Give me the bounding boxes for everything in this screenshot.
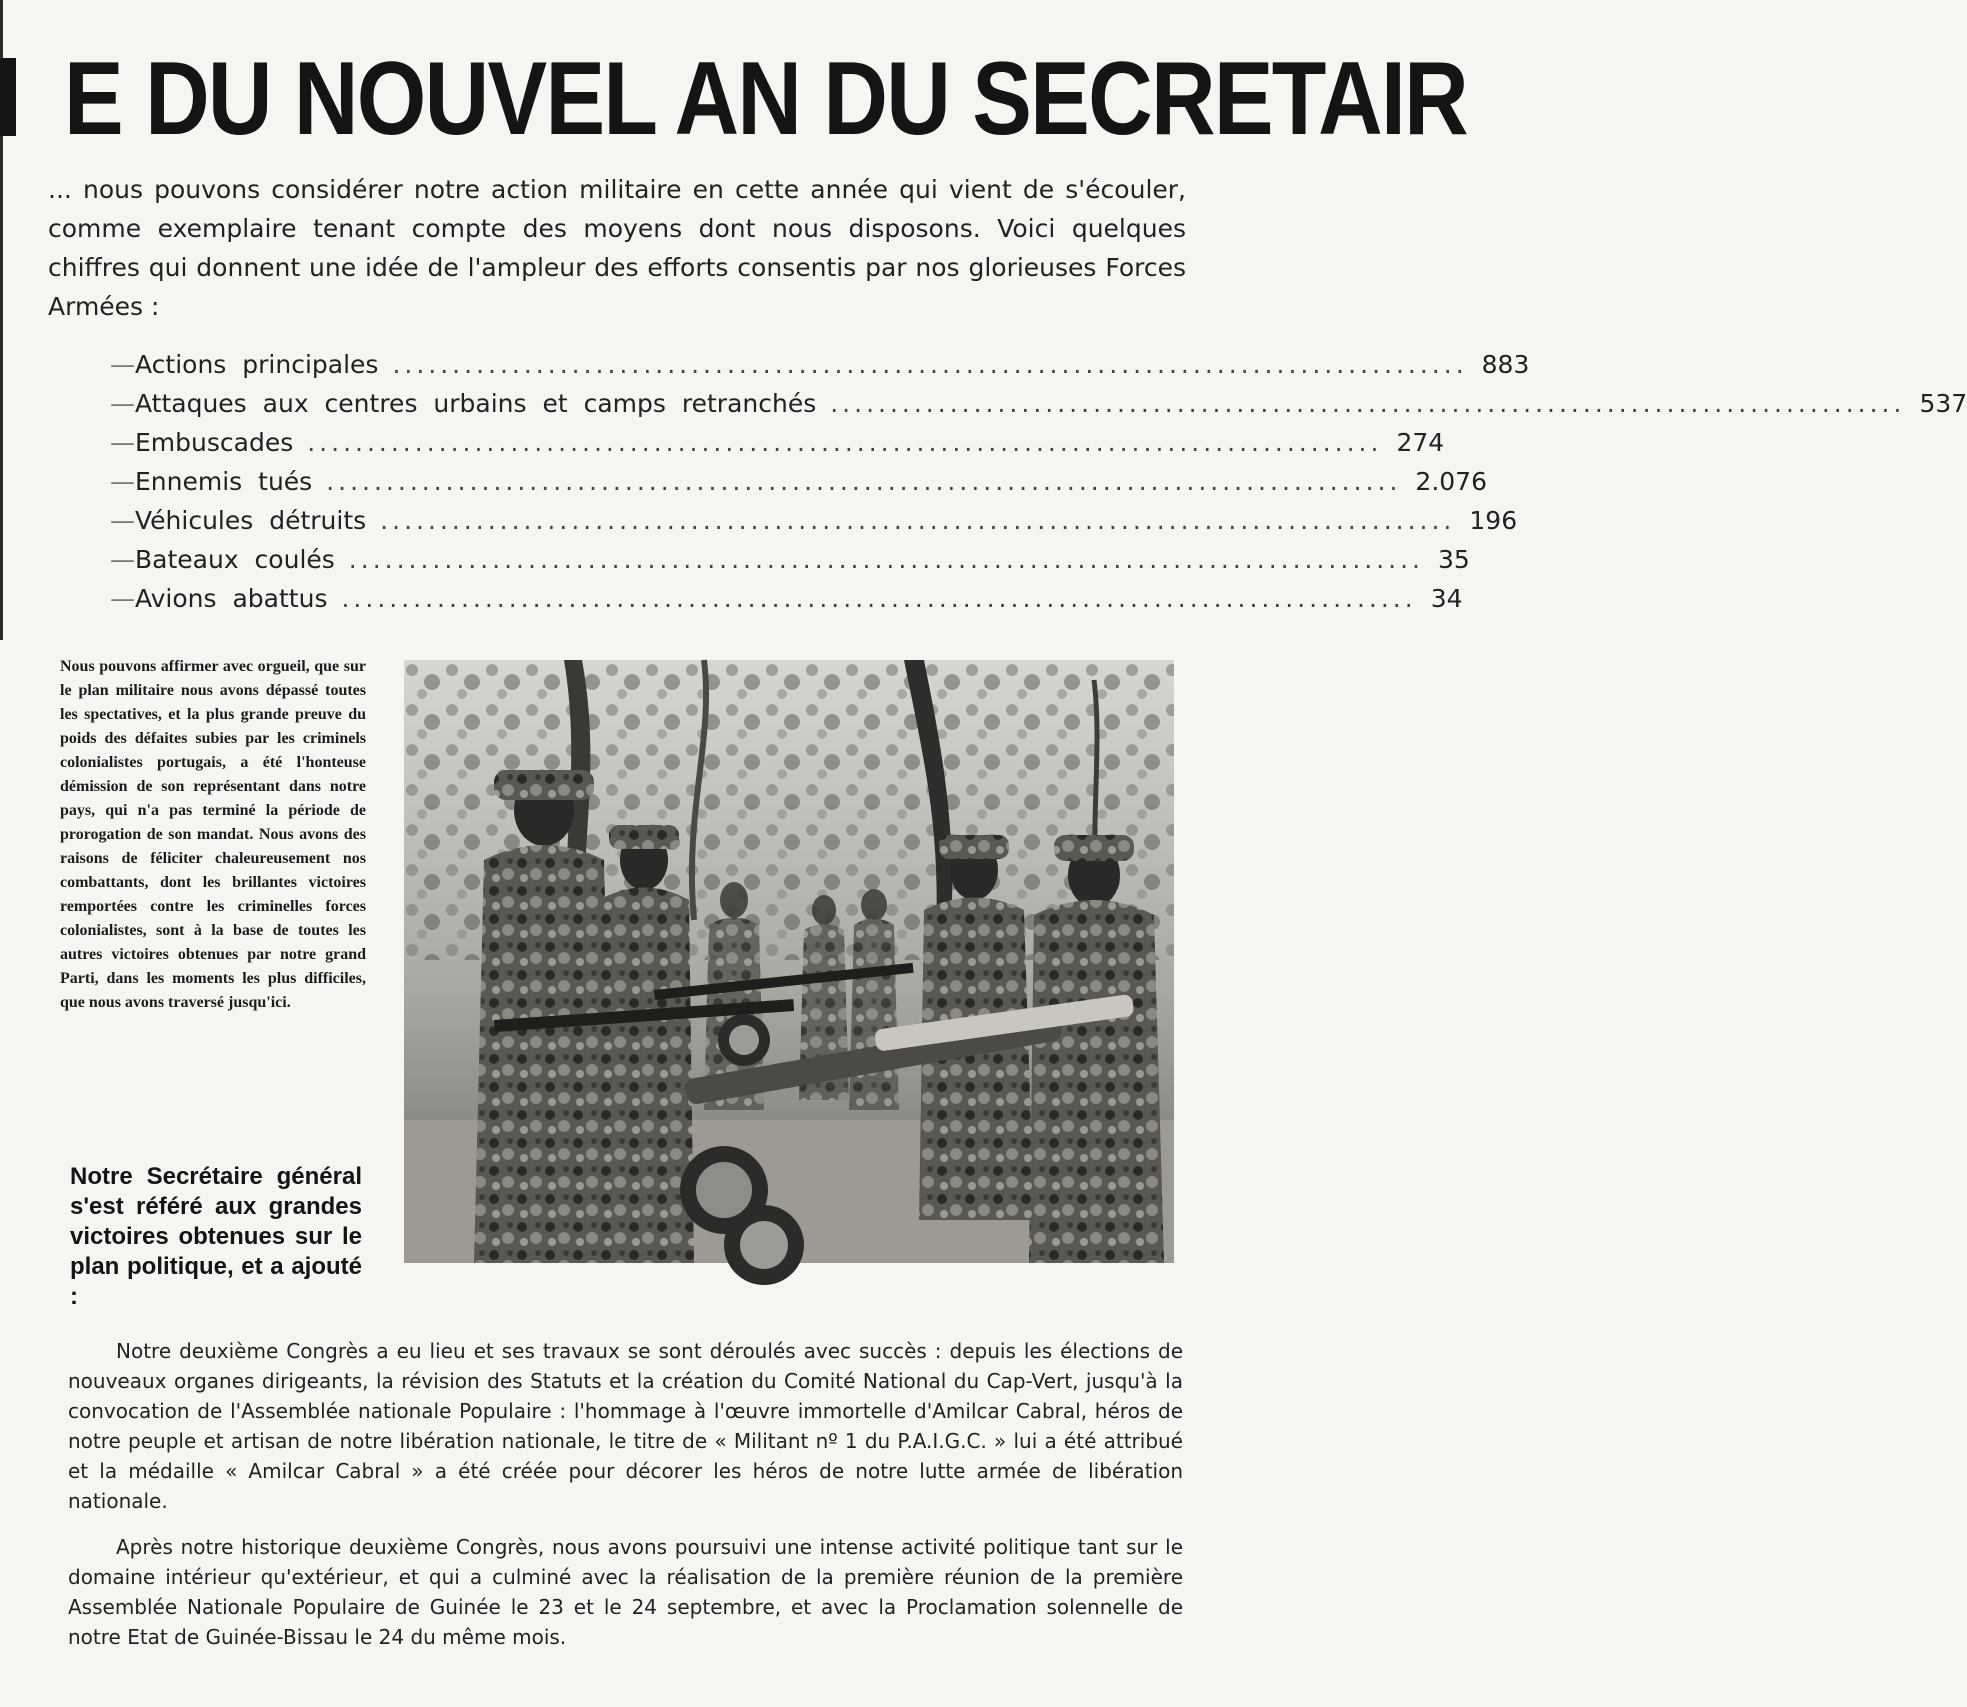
- stat-row: [110, 584, 1463, 623]
- stat-label: Actions principales: [135, 350, 379, 379]
- stat-value: 2.076: [1415, 467, 1487, 496]
- intro-paragraph: ... nous pouvons considérer notre action militaire en cette année qui vient de s'écouler, comme exemplaire tenant compte des moyens dont nous disposons. Voici quelques chiffres qui donnent une idée de l'ampleur des efforts consentis par nos glorieuses Forces Armées :: [48, 175, 1186, 321]
- stat-dash: —: [110, 584, 135, 613]
- stat-value: 883: [1481, 350, 1530, 379]
- stat-leader-dots: ..........................................................................................: [341, 584, 1417, 613]
- stat-dash: —: [110, 389, 135, 418]
- stats-list: [110, 350, 1967, 623]
- stat-row: [110, 350, 1530, 389]
- sidebar-heading: Notre Secrétaire général s'est référé aux grandes victoires obtenues sur le plan politique, et a ajouté :: [70, 1163, 362, 1310]
- stat-dash: —: [110, 350, 135, 379]
- stat-label: Bateaux coulés: [135, 545, 335, 574]
- body-paragraph-1: Notre deuxième Congrès a eu lieu et ses travaux se sont déroulés avec succès : depuis les élections de nouveaux organes dirigeants, la révision des Statuts et la création du Comité National du Cap-Vert, jusqu'à la convocation de l'Assemblée nationale Populaire : l'hommage à l'œuvre immortelle d'Amilcar Cabral, héros de notre peuple et artisan de notre libération nationale, le titre de « Militant nº 1 du P.A.I.G.C. » lui a été attribué et la médaille « Amilcar Cabral » a été créée pour décorer les héros de notre lutte armée de libération nationale.: [68, 1339, 1183, 1513]
- stat-leader-dots: ..........................................................................................: [348, 545, 1425, 574]
- stat-label: Attaques aux centres urbains et camps retranchés: [135, 389, 817, 418]
- stat-value: 537: [1919, 389, 1967, 418]
- body-paragraph-2: Après notre historique deuxième Congrès, nous avons poursuivi une intense activité politique tant sur le domaine intérieur qu'extérieur, et qui a culminé avec la réalisation de la première réunion de la première Assemblée Nationale Populaire de Guinée le 23 et le 24 septembre, et avec la Proclamation solennelle de notre Etat de Guinée-Bissau le 24 du même mois.: [68, 1535, 1183, 1649]
- stat-label: Véhicules détruits: [135, 506, 367, 535]
- stat-dash: —: [110, 506, 135, 535]
- stat-label: Avions abattus: [135, 584, 328, 613]
- soldiers-photo-illustration: [404, 660, 1174, 1263]
- stat-dash: —: [110, 545, 135, 574]
- stat-row: [110, 506, 1518, 545]
- stat-row: [110, 428, 1445, 467]
- stat-row: [110, 545, 1470, 584]
- stat-value: 274: [1396, 428, 1445, 457]
- stat-label: Embuscades: [135, 428, 294, 457]
- stat-leader-dots: ..........................................................................................: [830, 389, 1906, 418]
- stat-label: Ennemis tués: [135, 467, 313, 496]
- stat-leader-dots: ..........................................................................................: [392, 350, 1468, 379]
- stat-row: [110, 467, 1487, 506]
- stat-leader-dots: ..........................................................................................: [307, 428, 1383, 457]
- title-cut-letter-mark: [0, 58, 16, 136]
- stat-dash: —: [110, 467, 135, 496]
- stat-row: [110, 389, 1967, 428]
- soldiers-photo: [404, 660, 1174, 1263]
- stat-leader-dots: ..........................................................................................: [326, 467, 1402, 496]
- page-title: E DU NOUVEL AN DU SECRETAIR: [64, 41, 1467, 157]
- stat-leader-dots: ..........................................................................................: [380, 506, 1456, 535]
- stat-dash: —: [110, 428, 135, 457]
- stat-value: 196: [1469, 506, 1518, 535]
- sidebar-paragraph: Nous pouvons affirmer avec orgueil, que sur le plan militaire nous avons dépassé toutes les spectatives, et la plus grande preuve du poids des défaites subies par les criminels colonialistes portugais, a été l'honteuse démission de son représentant dans notre pays, qui n'a pas terminé la période de prorogation de son mandat. Nous avons des raisons de féliciter chaleureusement nos combattants, dont les brillantes victoires remportées contre les criminelles forces colonialistes, sont à la base de toutes les autres victoires obtenues par notre grand Parti, dans les moments les plus difficiles, que nous avons traversé jusqu'ici.: [60, 658, 366, 1011]
- stat-value: 34: [1430, 584, 1463, 613]
- stat-value: 35: [1438, 545, 1470, 574]
